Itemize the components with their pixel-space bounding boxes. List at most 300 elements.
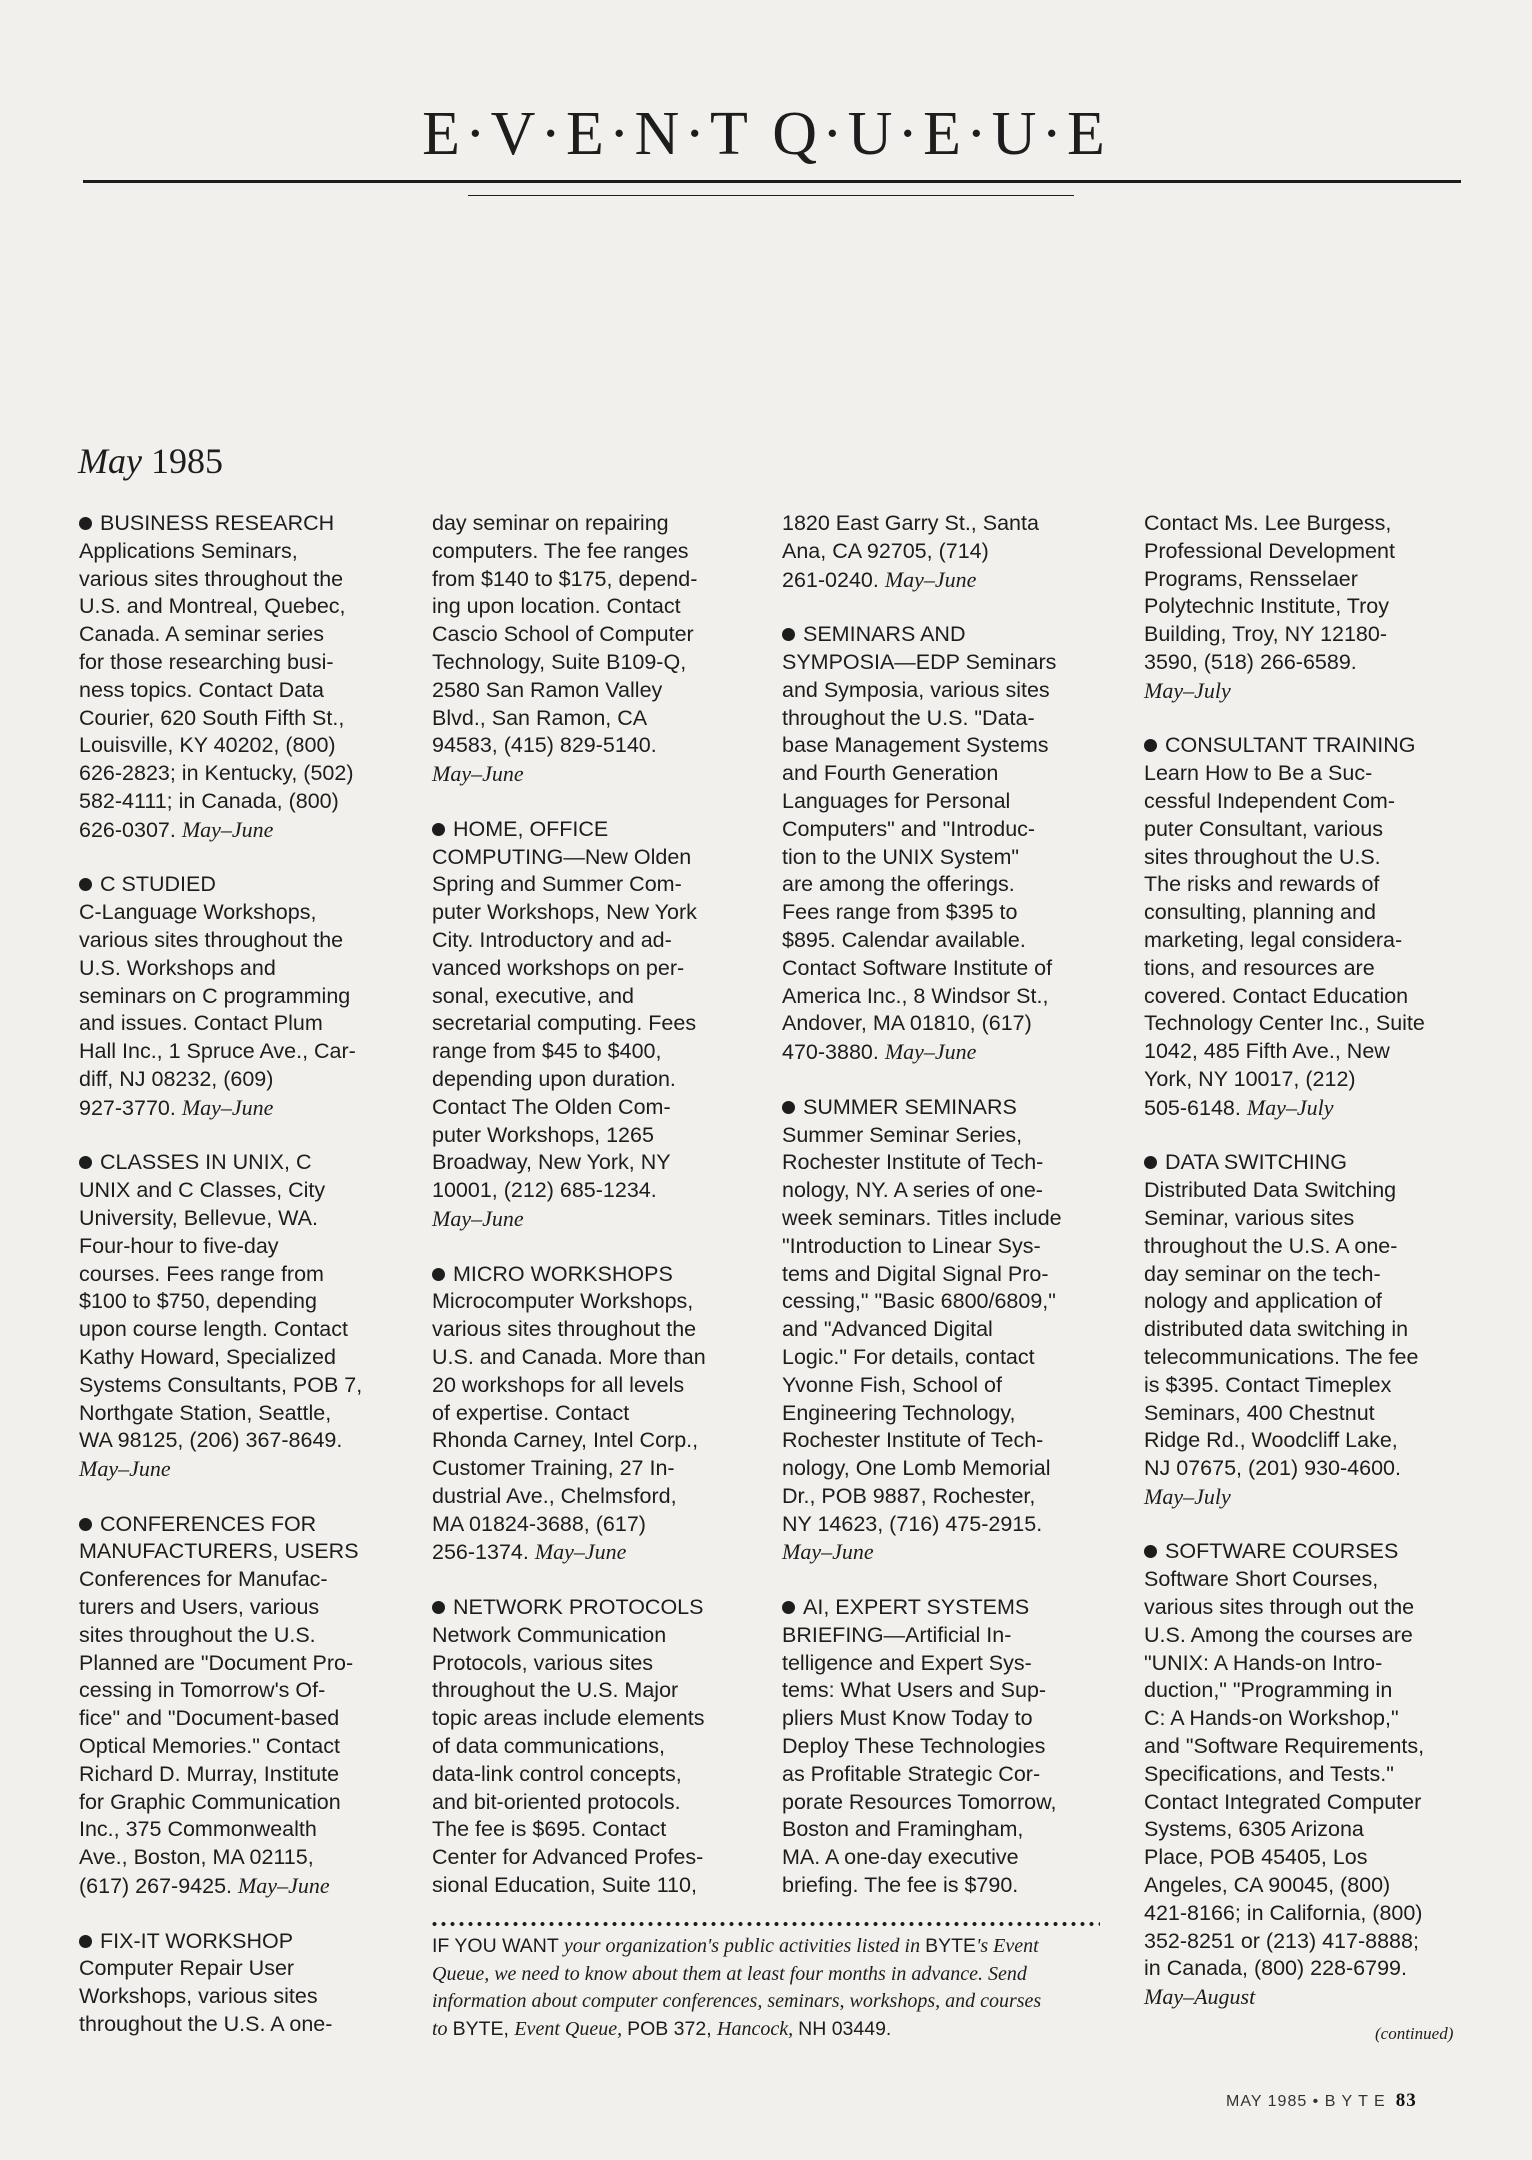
line-text: 10001, (212) 685-1234. — [432, 1178, 657, 1203]
line-text: nology, NY. A series of one- — [782, 1178, 1043, 1203]
bullet-icon — [1144, 1156, 1157, 1169]
line-text: is $395. Contact Timeplex — [1144, 1372, 1392, 1397]
line-text: MICRO WORKSHOPS — [453, 1261, 673, 1286]
event-text-line — [432, 1010, 760, 1038]
paragraph-gap — [79, 1122, 407, 1150]
line-text: Andover, MA 01810, (617) — [782, 1011, 1032, 1036]
line-text: SYMPOSIA—EDP Seminars — [782, 649, 1057, 674]
line-text: 261-0240. — [782, 567, 879, 592]
paragraph-gap — [79, 1900, 407, 1928]
line-text: Hall Inc., 1 Spruce Ave., Car- — [79, 1039, 356, 1064]
title-subrule — [468, 195, 1074, 196]
line-text: 2580 San Ramon Valley — [432, 677, 663, 702]
line-text: CLASSES IN UNIX, C — [100, 1150, 312, 1175]
event-dates: May–June — [884, 566, 977, 592]
event-text-line — [782, 1761, 1110, 1789]
event-text-line — [432, 1733, 760, 1761]
line-text: fice" and "Document-based — [79, 1706, 340, 1731]
event-text-line — [79, 1705, 407, 1733]
event-text-line — [79, 1205, 407, 1233]
line-text: covered. Contact Education — [1144, 983, 1409, 1008]
line-text: throughout the U.S. "Data- — [782, 705, 1035, 730]
event-text-line — [432, 538, 760, 566]
event-text-line — [782, 649, 1110, 677]
line-text: Contact Ms. Lee Burgess, — [1144, 511, 1392, 535]
event-text-line — [782, 566, 1110, 594]
line-text: NJ 07675, (201) 930-4600. — [1144, 1456, 1401, 1481]
event-text-line — [1144, 1177, 1472, 1205]
notice-segment: 's Event — [976, 1935, 1039, 1957]
line-text: diff, NJ 08232, (609) — [79, 1066, 274, 1091]
event-text-line — [432, 1455, 760, 1483]
event-text-line — [1144, 1038, 1472, 1066]
event-text-line — [782, 1622, 1110, 1650]
event-text-line — [1144, 621, 1472, 649]
paragraph-gap — [79, 1483, 407, 1511]
line-text: 421-8166; in California, (800) — [1144, 1900, 1423, 1925]
event-text-line — [782, 844, 1110, 872]
paragraph-gap — [782, 1066, 1110, 1094]
line-text: SUMMER SEMINARS — [803, 1094, 1017, 1119]
event-text-line — [782, 927, 1110, 955]
line-text: Deploy These Technologies — [782, 1734, 1046, 1759]
event-text-line — [1144, 1344, 1472, 1372]
event-text-line — [782, 983, 1110, 1011]
line-text: Microcomputer Workshops, — [432, 1289, 694, 1314]
bullet-icon — [1144, 739, 1157, 752]
event-dates: May–June — [181, 816, 274, 842]
event-text-line — [79, 1233, 407, 1261]
event-text-line — [79, 1650, 407, 1678]
line-text: "Introduction to Linear Sys- — [782, 1233, 1041, 1258]
line-text: Software Short Courses, — [1144, 1567, 1379, 1592]
event-text-line — [782, 1010, 1110, 1038]
paragraph-gap — [432, 788, 760, 816]
line-text: Network Communication — [432, 1622, 667, 1647]
line-text: C-Language Workshops, — [79, 900, 317, 925]
line-text: sonal, executive, and — [432, 983, 634, 1008]
line-text: turers and Users, various — [79, 1595, 320, 1620]
event-text-line — [782, 816, 1110, 844]
event-text-line — [79, 1761, 407, 1789]
event-text-line — [432, 1205, 760, 1233]
event-text-line — [782, 1650, 1110, 1678]
line-text: Systems Consultants, POB 7, — [79, 1372, 363, 1397]
line-text: 505-6148. — [1144, 1095, 1241, 1120]
line-text: from $140 to $175, depend- — [432, 566, 698, 591]
event-text-line — [79, 1677, 407, 1705]
line-text: Seminar, various sites — [1144, 1205, 1355, 1230]
line-text: CONFERENCES FOR — [100, 1511, 317, 1536]
event-text-line — [1144, 1427, 1472, 1455]
line-text: Fees range from $395 to — [782, 900, 1018, 925]
event-text-line — [782, 1205, 1110, 1233]
event-dates: May–June — [181, 1094, 274, 1120]
line-text: U.S. and Montreal, Quebec, — [79, 594, 346, 619]
event-text-line — [782, 1483, 1110, 1511]
line-text: cessing in Tomorrow's Of- — [79, 1678, 326, 1703]
line-text: various sites throughout the — [79, 927, 344, 952]
line-text: 1042, 485 Fifth Ave., New — [1144, 1039, 1390, 1064]
event-heading — [782, 1094, 1110, 1122]
line-text: Louisville, KY 40202, (800) — [79, 733, 336, 758]
event-text-line — [79, 2011, 407, 2039]
paragraph-gap — [782, 593, 1110, 621]
event-text-line — [1144, 1372, 1472, 1400]
line-text: WA 98125, (206) 367-8649. — [79, 1428, 343, 1453]
line-text: dustrial Ave., Chelmsford, — [432, 1483, 677, 1508]
line-text: day seminar on repairing — [432, 511, 669, 535]
event-text-line — [79, 1789, 407, 1817]
notice-line — [432, 1961, 1112, 1989]
event-text-line — [432, 1483, 760, 1511]
event-text-line — [782, 1316, 1110, 1344]
event-text-line — [1144, 1816, 1472, 1844]
event-text-line — [1144, 1316, 1472, 1344]
line-text: U.S. and Canada. More than — [432, 1344, 706, 1369]
event-text-line — [1144, 1955, 1472, 1983]
event-text-line — [782, 871, 1110, 899]
event-text-line — [79, 1538, 407, 1566]
line-text: Ave., Boston, MA 02115, — [79, 1845, 314, 1870]
notice-line — [432, 1933, 1112, 1961]
event-text-line — [79, 1844, 407, 1872]
bullet-icon — [79, 1518, 92, 1531]
event-text-line — [1144, 1761, 1472, 1789]
event-dates: May–August — [1144, 1984, 1256, 2010]
notice-line — [432, 2016, 1112, 2044]
page-footer — [1226, 2090, 1417, 2112]
line-text: MA 01824-3688, (617) — [432, 1511, 646, 1536]
event-dates: May–July — [1144, 1483, 1231, 1509]
page-number: 83 — [1395, 2090, 1417, 2111]
line-text: Canada. A seminar series — [79, 622, 324, 647]
event-text-line — [1144, 1400, 1472, 1428]
event-text-line — [782, 1427, 1110, 1455]
event-text-line — [1144, 1094, 1472, 1122]
line-text: MA. A one-day executive — [782, 1845, 1019, 1870]
event-text-line — [1144, 1010, 1472, 1038]
events-column-2 — [432, 510, 760, 1900]
line-text: tems and Digital Signal Pro- — [782, 1261, 1049, 1286]
event-text-line — [782, 732, 1110, 760]
line-text: cessful Independent Com- — [1144, 788, 1395, 813]
line-text: telligence and Expert Sys- — [782, 1650, 1032, 1675]
event-text-line — [782, 1177, 1110, 1205]
bullet-icon — [782, 1601, 795, 1614]
event-text-line — [782, 1511, 1110, 1539]
event-text-line — [79, 816, 407, 844]
event-dates: May–June — [237, 1873, 330, 1899]
line-text: Contact The Olden Com- — [432, 1094, 671, 1119]
event-text-line — [1144, 538, 1472, 566]
event-text-line — [79, 1594, 407, 1622]
line-text: Computers" and "Introduc- — [782, 816, 1036, 841]
bullet-icon — [782, 1101, 795, 1114]
notice-segment: Queue, we need to know about them at least four months in advance. Send — [432, 1962, 1027, 1985]
line-text: for those researching busi- — [79, 649, 334, 674]
line-text: Kathy Howard, Specialized — [79, 1344, 336, 1369]
line-text: telecommunications. The fee — [1144, 1344, 1419, 1369]
event-dates: May–June — [534, 1539, 627, 1565]
line-text: MANUFACTURERS, USERS — [79, 1539, 359, 1564]
event-heading — [79, 1928, 407, 1956]
line-text: Engineering Technology, — [782, 1400, 1016, 1425]
line-text: Customer Training, 27 In- — [432, 1456, 675, 1481]
line-text: DATA SWITCHING — [1165, 1150, 1347, 1175]
event-text-line — [79, 983, 407, 1011]
event-text-line — [1144, 1650, 1472, 1678]
event-text-line — [432, 1400, 760, 1428]
notice-segment: POB 372, — [627, 2017, 718, 2040]
line-text: Technology, Suite B109-Q, — [432, 649, 687, 674]
line-text: are among the offerings. — [782, 872, 1015, 897]
bullet-icon — [79, 1935, 92, 1948]
event-text-line — [79, 1816, 407, 1844]
line-text: 582-4111; in Canada, (800) — [79, 788, 339, 813]
bullet-icon — [432, 823, 445, 836]
event-text-line — [782, 1038, 1110, 1066]
line-text: C STUDIED — [100, 872, 216, 897]
event-text-line — [782, 955, 1110, 983]
line-text: and "Software Requirements, — [1144, 1734, 1425, 1759]
events-column-1 — [79, 510, 407, 2039]
line-text: Planned are "Document Pro- — [79, 1650, 354, 1675]
event-text-line — [79, 538, 407, 566]
line-text: HOME, OFFICE — [453, 816, 609, 841]
event-text-line — [782, 1789, 1110, 1817]
event-text-line — [79, 1955, 407, 1983]
line-text: Optical Memories." Contact — [79, 1734, 340, 1759]
notice-segment: BYTE, — [452, 2017, 515, 2040]
line-text: Protocols, various sites — [432, 1650, 654, 1675]
event-text-line — [782, 1400, 1110, 1428]
event-text-line — [432, 705, 760, 733]
line-text: marketing, legal considera- — [1144, 927, 1403, 952]
bullet-icon — [79, 517, 92, 530]
page-title: E·V·E·N·T Q·U·E·U·E — [422, 100, 1110, 168]
event-text-line — [1144, 1677, 1472, 1705]
event-text-line — [432, 1761, 760, 1789]
line-text: various sites through out the — [1144, 1595, 1415, 1620]
line-text: Rochester Institute of Tech- — [782, 1428, 1044, 1453]
event-text-line — [432, 1677, 760, 1705]
line-text: Boston and Framingham, — [782, 1817, 1024, 1842]
line-text: Rochester Institute of Tech- — [782, 1150, 1044, 1175]
event-text-line — [782, 788, 1110, 816]
event-text-line — [79, 1427, 407, 1455]
event-text-line — [432, 1038, 760, 1066]
event-text-line — [1144, 871, 1472, 899]
event-text-line — [432, 1705, 760, 1733]
event-text-line — [1144, 1594, 1472, 1622]
event-text-line — [782, 1844, 1110, 1872]
line-text: distributed data switching in — [1144, 1317, 1409, 1342]
event-text-line — [432, 621, 760, 649]
line-text: The risks and rewards of — [1144, 872, 1380, 897]
event-text-line — [782, 1344, 1110, 1372]
event-text-line — [79, 566, 407, 594]
event-text-line — [432, 1316, 760, 1344]
line-text: range from $45 to $400, — [432, 1039, 662, 1064]
line-text: City. Introductory and ad- — [432, 927, 672, 952]
event-text-line — [432, 1622, 760, 1650]
event-text-line — [1144, 1789, 1472, 1817]
event-text-line — [782, 1733, 1110, 1761]
line-text: Ridge Rd., Woodcliff Lake, — [1144, 1428, 1398, 1453]
event-text-line — [79, 1455, 407, 1483]
line-text: cessing," "Basic 6800/6809," — [782, 1289, 1056, 1314]
events-column-3 — [782, 510, 1110, 1900]
line-text: of data communications, — [432, 1734, 666, 1759]
line-text: Center for Advanced Profes- — [432, 1845, 704, 1870]
line-text: Yvonne Fish, School of — [782, 1372, 1002, 1397]
line-text: as Profitable Strategic Cor- — [782, 1761, 1041, 1786]
event-text-line — [79, 1622, 407, 1650]
line-text: Conferences for Manufac- — [79, 1567, 328, 1592]
line-text: Systems, 6305 Arizona — [1144, 1817, 1364, 1842]
event-text-line — [1144, 816, 1472, 844]
event-text-line — [1144, 1261, 1472, 1289]
line-text: 20 workshops for all levels — [432, 1372, 685, 1397]
line-text: 94583, (415) 829-5140. — [432, 733, 657, 758]
event-text-line — [432, 871, 760, 899]
line-text: 352-8251 or (213) 417-8888; — [1144, 1928, 1419, 1953]
line-text: Blvd., San Ramon, CA — [432, 705, 648, 730]
line-text: nology, One Lomb Memorial — [782, 1456, 1051, 1481]
event-text-line — [432, 1538, 760, 1566]
event-text-line — [432, 955, 760, 983]
event-text-line — [432, 1816, 760, 1844]
event-text-line — [1144, 1900, 1472, 1928]
event-dates: May–July — [1144, 677, 1231, 703]
event-text-line — [432, 593, 760, 621]
event-text-line — [1144, 1066, 1472, 1094]
event-text-line — [432, 1844, 760, 1872]
event-text-line — [432, 677, 760, 705]
line-text: NETWORK PROTOCOLS — [453, 1595, 704, 1620]
event-text-line — [782, 760, 1110, 788]
event-text-line — [432, 983, 760, 1011]
event-text-line — [79, 1038, 407, 1066]
event-text-line — [1144, 1205, 1472, 1233]
event-text-line — [1144, 844, 1472, 872]
event-text-line — [1144, 1622, 1472, 1650]
event-heading — [782, 621, 1110, 649]
event-text-line — [432, 1177, 760, 1205]
event-text-line — [79, 1872, 407, 1900]
line-text: ing upon location. Contact — [432, 594, 681, 619]
event-text-line — [1144, 788, 1472, 816]
paragraph-gap — [1144, 1122, 1472, 1150]
event-text-line — [782, 1816, 1110, 1844]
event-text-line — [79, 1344, 407, 1372]
event-text-line — [79, 1316, 407, 1344]
event-text-line — [1144, 1483, 1472, 1511]
line-text: America Inc., 8 Windsor St., — [782, 983, 1049, 1008]
event-text-line — [432, 1122, 760, 1150]
event-heading — [432, 1261, 760, 1289]
line-text: NY 14623, (716) 475-2915. — [782, 1511, 1043, 1536]
notice-segment: Event Queue, — [514, 2017, 628, 2040]
line-text: Contact Software Institute of — [782, 955, 1053, 980]
event-text-line — [432, 1288, 760, 1316]
notice-divider — [430, 1921, 1100, 1927]
event-text-line — [79, 1372, 407, 1400]
line-text: U.S. Among the courses are — [1144, 1622, 1413, 1647]
line-text: Computer Repair User — [79, 1956, 295, 1981]
line-text: Building, Troy, NY 12180- — [1144, 622, 1388, 647]
event-text-line — [432, 1872, 760, 1900]
event-text-line — [782, 1233, 1110, 1261]
line-text: various sites throughout the — [79, 566, 344, 591]
notice-segment: information about computer conferences, seminars, workshops, and courses — [432, 1990, 1042, 2012]
line-text: throughout the U.S. A one- — [1144, 1233, 1398, 1258]
event-dates: May–June — [432, 1205, 524, 1231]
line-text: Dr., POB 9887, Rochester, — [782, 1483, 1036, 1508]
event-text-line — [432, 1344, 760, 1372]
event-text-line — [1144, 1983, 1472, 2011]
line-text: COMPUTING—New Olden — [432, 844, 692, 869]
line-text: 256-1374. — [432, 1540, 529, 1565]
notice-line — [432, 1988, 1112, 2016]
submission-notice — [432, 1933, 1112, 2043]
event-text-line — [432, 566, 760, 594]
event-text-line — [782, 510, 1110, 538]
event-text-line — [79, 705, 407, 733]
line-text: "UNIX: A Hands-on Intro- — [1144, 1650, 1383, 1675]
bullet-icon — [782, 628, 795, 641]
event-text-line — [782, 1261, 1110, 1289]
event-text-line — [79, 1288, 407, 1316]
bullet-icon — [432, 1601, 445, 1614]
month-year: 1985 — [150, 441, 223, 481]
line-text: SEMINARS AND — [803, 622, 966, 647]
event-text-line — [1144, 983, 1472, 1011]
line-text: C: A Hands-on Workshop," — [1144, 1706, 1399, 1731]
event-text-line — [79, 1094, 407, 1122]
event-text-line — [1144, 1844, 1472, 1872]
paragraph-gap — [782, 1566, 1110, 1594]
event-text-line — [79, 1261, 407, 1289]
line-text: Logic." For details, contact — [782, 1344, 1035, 1369]
notice-segment: NH 03449. — [798, 2017, 892, 2040]
line-text: tion to the UNIX System" — [782, 844, 1020, 869]
line-text: Learn How to Be a Suc- — [1144, 761, 1373, 786]
line-text: topic areas include elements — [432, 1706, 705, 1731]
event-text-line — [1144, 1233, 1472, 1261]
event-text-line — [432, 1650, 760, 1678]
event-text-line — [79, 677, 407, 705]
line-text: $895. Calendar available. — [782, 927, 1026, 952]
event-text-line — [432, 1789, 760, 1817]
notice-segment: to — [432, 2017, 453, 2040]
line-text: Specifications, and Tests." — [1144, 1761, 1394, 1786]
line-text: sites throughout the U.S. — [79, 1622, 316, 1647]
line-text: Ana, CA 92705, (714) — [782, 538, 989, 563]
line-text: Richard D. Murray, Institute — [79, 1761, 340, 1786]
bullet-icon — [79, 878, 92, 891]
line-text: $100 to $750, depending — [79, 1289, 317, 1314]
bullet-icon — [79, 1156, 92, 1169]
line-text: and bit-oriented protocols. — [432, 1789, 681, 1814]
event-dates: May–June — [79, 1456, 171, 1482]
event-text-line — [782, 1538, 1110, 1566]
line-text: upon course length. Contact — [79, 1317, 348, 1342]
line-text: 626-2823; in Kentucky, (502) — [79, 761, 354, 786]
line-text: Courier, 620 South Fifth St., — [79, 705, 345, 730]
event-text-line — [432, 1066, 760, 1094]
